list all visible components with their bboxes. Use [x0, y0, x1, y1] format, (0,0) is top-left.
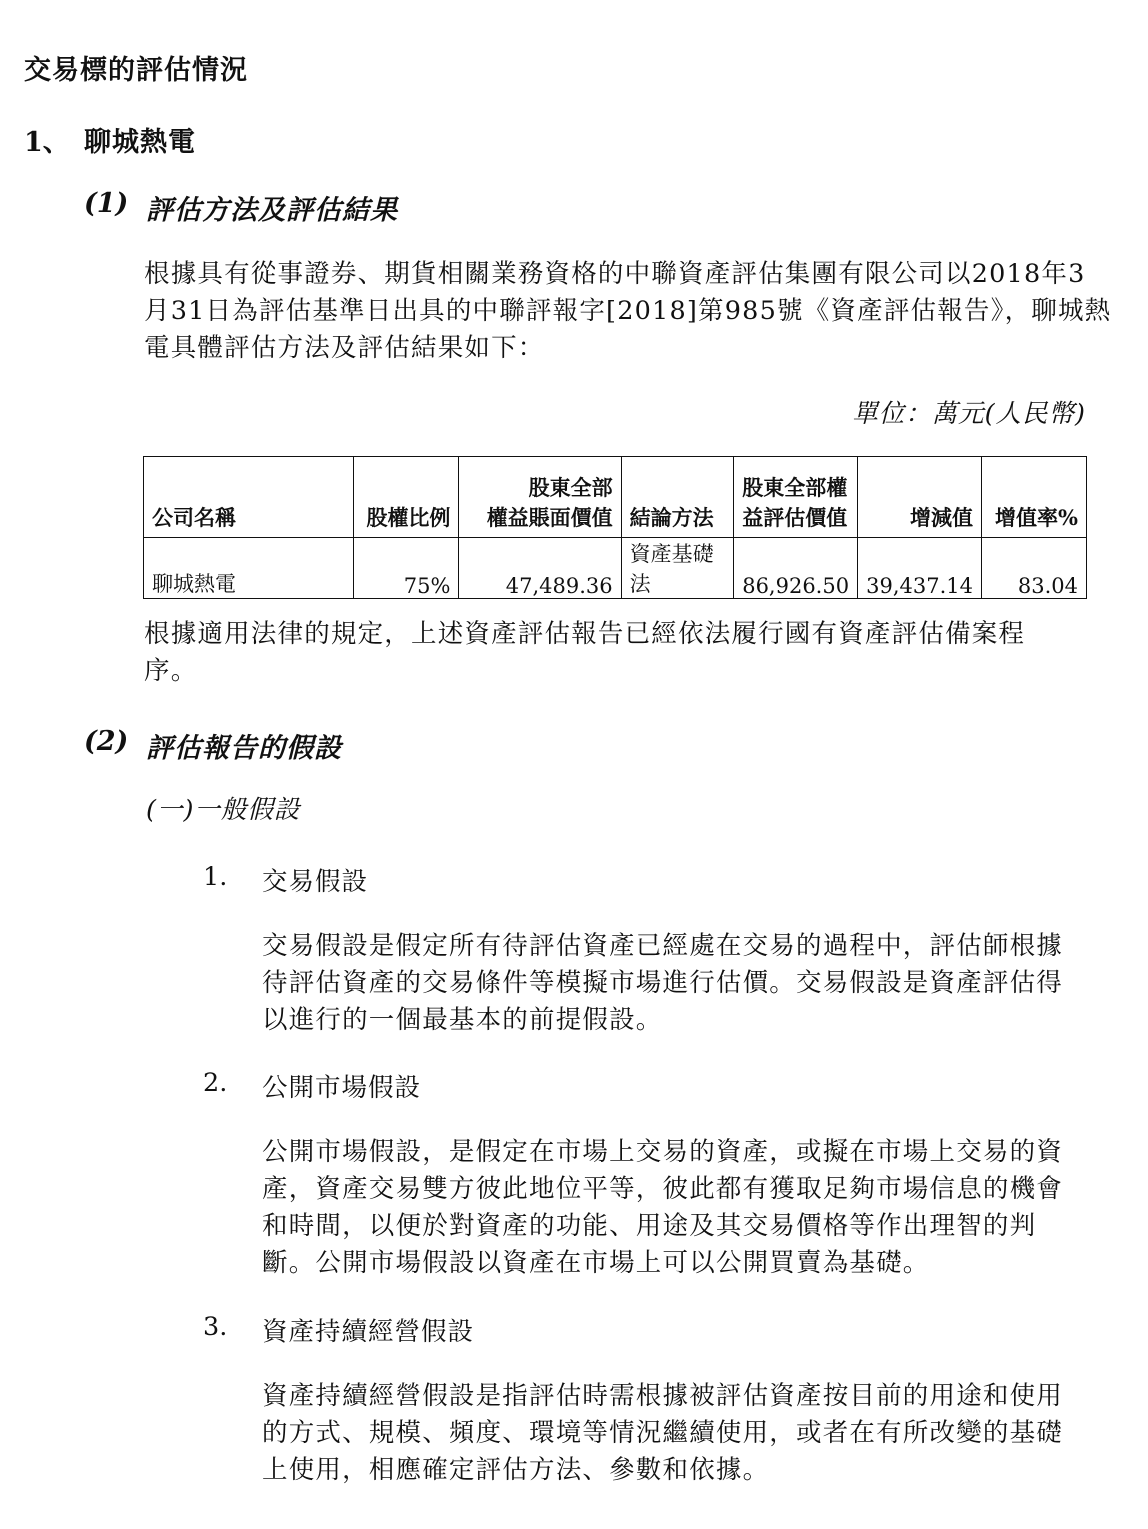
filing-paragraph	[144, 616, 1089, 690]
subheading-1-title: 評估方法及評估結果	[146, 195, 398, 226]
item-title: 資產持續經營假設	[262, 1317, 475, 1347]
header-method: 結論方法	[621, 457, 734, 538]
cell-company: 聊城熱電	[144, 538, 354, 599]
item-title: 公開市場假設	[262, 1073, 422, 1103]
general-assumptions-heading: (一)一般假設	[146, 795, 301, 825]
item-body: 資產持續經營假設是指評估時需根據被評估資產按目前的用途和使用 的方式、規模、頻度、環境等情況繼續使用，或者在有所改變的基礎 上使用，相應確定評估方法、參數和依據。	[262, 1381, 1064, 1485]
header-increase: 增減值	[858, 457, 982, 538]
cell-method: 資產基礎法	[621, 538, 734, 599]
cell-ratio: 75%	[354, 538, 459, 599]
unit-label: 單位：萬元(人民幣)	[852, 399, 1086, 429]
header-eval-value: 股東全部權 益評估價值	[734, 457, 858, 538]
cell-book-value: 47,489.36	[459, 538, 621, 599]
filing-line: 根據適用法律的規定，上述資產評估報告已經依法履行國有資產評估備案程	[144, 619, 1026, 649]
item-number: 3.	[203, 1312, 228, 1342]
item-body: 公開市場假設，是假定在市場上交易的資產，或擬在市場上交易的資 產，資產交易雙方彼此地位平等，彼此都有獲取足夠市場信息的機會 和時間，以便於對資產的功能、用途及其交易價格等作出理智的判 斷。公開市場假設以資產在市場上可以公開買賣為基礎。	[262, 1137, 1064, 1278]
header-book-value: 股東全部 權益賬面價值	[459, 457, 621, 538]
intro-paragraph	[144, 256, 1112, 367]
intro-line: 月31日為評估基準日出具的中聯評報字[2018]第985號《資產評估報告》，聊城熱	[144, 296, 1112, 326]
item-title: 交易假設	[262, 867, 369, 897]
header-rate: 增值率%	[981, 457, 1086, 538]
cell-rate: 83.04	[981, 538, 1086, 599]
section-title: 交易標的評估情況	[24, 55, 248, 86]
item-body: 交易假設是假定所有待評估資產已經處在交易的過程中，評估師根據 待評估資產的交易條件等模擬市場進行估價。交易假設是資產評估得 以進行的一個最基本的前提假設。	[262, 931, 1064, 1035]
header-ratio: 股權比例	[354, 457, 459, 538]
intro-line: 根據具有從事證券、期貨相關業務資格的中聯資產評估集團有限公司以2018年3	[144, 259, 1086, 289]
header-company: 公司名稱	[144, 457, 354, 538]
item-number: 1.	[203, 862, 228, 892]
subheading-2-title: 評估報告的假設	[146, 733, 342, 764]
cell-increase: 39,437.14	[858, 538, 982, 599]
intro-line: 電具體評估方法及評估結果如下：	[144, 333, 545, 363]
item-number: 2.	[203, 1068, 228, 1098]
filing-line: 序。	[144, 656, 198, 686]
subheading-2-number: (2)	[84, 726, 129, 757]
table-row	[144, 538, 1087, 599]
heading-1-number: 1、	[24, 127, 70, 158]
table-header-row	[144, 457, 1087, 538]
subheading-1-number: (1)	[84, 188, 129, 219]
cell-eval-value: 86,926.50	[734, 538, 858, 599]
valuation-table	[143, 456, 1087, 599]
heading-1-title: 聊城熱電	[84, 127, 196, 158]
